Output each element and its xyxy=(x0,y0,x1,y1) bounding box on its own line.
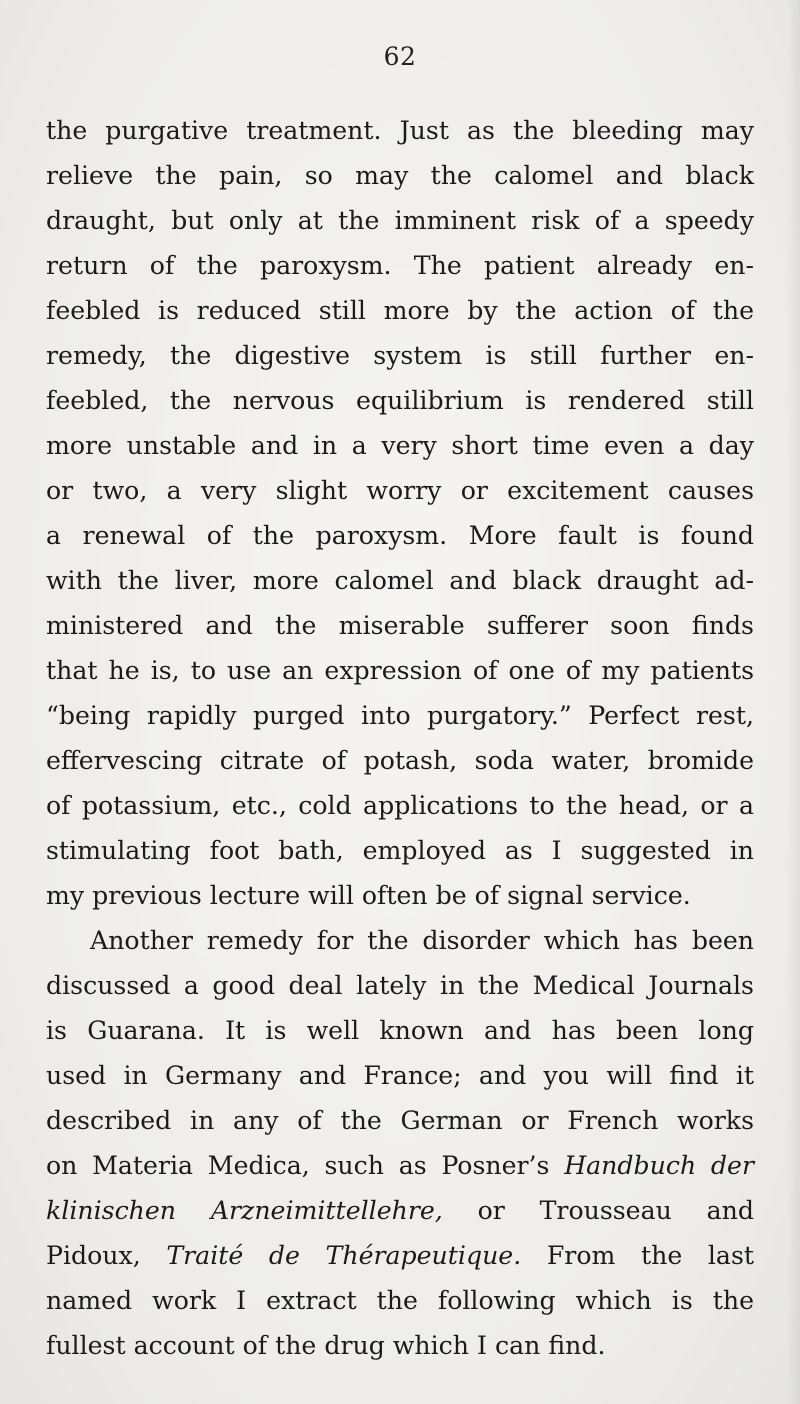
text-run: From the last xyxy=(521,1241,754,1270)
italic-title: Traité de Thérapeutique. xyxy=(166,1241,522,1270)
italic-title: klinischen Arzneimittellehre, xyxy=(46,1196,443,1225)
paragraph-2 xyxy=(46,918,754,1368)
text-line: of potassium, etc., cold applications to the head, or a xyxy=(46,791,754,820)
text-line: discussed a good deal lately in the Medical Journals xyxy=(46,971,754,1000)
text-run: Pidoux, xyxy=(46,1241,167,1270)
page-number: 62 xyxy=(383,42,417,71)
text-run: on Materia Medica, such as Posner’s xyxy=(46,1151,565,1180)
italic-title: Handbuch der xyxy=(564,1151,754,1180)
text-line: with the liver, more calomel and black draught ad- xyxy=(46,566,754,595)
text-line: used in Germany and France; and you will find it xyxy=(46,1061,754,1090)
text-line: is Guarana. It is well known and has been long xyxy=(46,1016,754,1045)
text-line: a renewal of the paroxysm. More fault is found xyxy=(46,521,754,550)
text-line: fullest account of the drug which I can find. xyxy=(46,1331,606,1360)
text-line xyxy=(46,1233,754,1278)
text-line: draught, but only at the imminent risk of a speedy xyxy=(46,206,754,235)
text-line xyxy=(46,1188,754,1233)
text-line: stimulating foot bath, employed as I suggested in xyxy=(46,836,754,865)
text-line: that he is, to use an expression of one of my patients xyxy=(46,656,754,685)
paragraph-1 xyxy=(46,108,754,918)
text-line: more unstable and in a very short time even a day xyxy=(46,431,754,460)
text-run: or Trousseau and xyxy=(442,1196,754,1225)
text-line: the purgative treatment. Just as the bleeding may xyxy=(46,116,754,145)
text-line: named work I extract the following which is the xyxy=(46,1286,754,1315)
text-line: feebled, the nervous equilibrium is rendered still xyxy=(46,386,754,415)
page-edge-shadow xyxy=(786,0,800,1404)
text-line: or two, a very slight worry or excitement causes xyxy=(46,476,754,505)
body-text xyxy=(46,108,754,1368)
text-line: described in any of the German or French works xyxy=(46,1106,754,1135)
text-line: remedy, the digestive system is still further en- xyxy=(46,341,754,370)
text-line: relieve the pain, so may the calomel and black xyxy=(46,161,754,190)
text-line: effervescing citrate of potash, soda water, bromide xyxy=(46,746,754,775)
text-line xyxy=(46,1143,754,1188)
text-line: “being rapidly purged into purgatory.” Perfect rest, xyxy=(46,701,754,730)
text-line: feebled is reduced still more by the action of the xyxy=(46,296,754,325)
text-line: Another remedy for the disorder which has been xyxy=(90,926,754,955)
text-line: my previous lecture will often be of signal service. xyxy=(46,881,691,910)
text-line: return of the paroxysm. The patient already en- xyxy=(46,251,754,280)
text-line: ministered and the miserable sufferer soon finds xyxy=(46,611,754,640)
